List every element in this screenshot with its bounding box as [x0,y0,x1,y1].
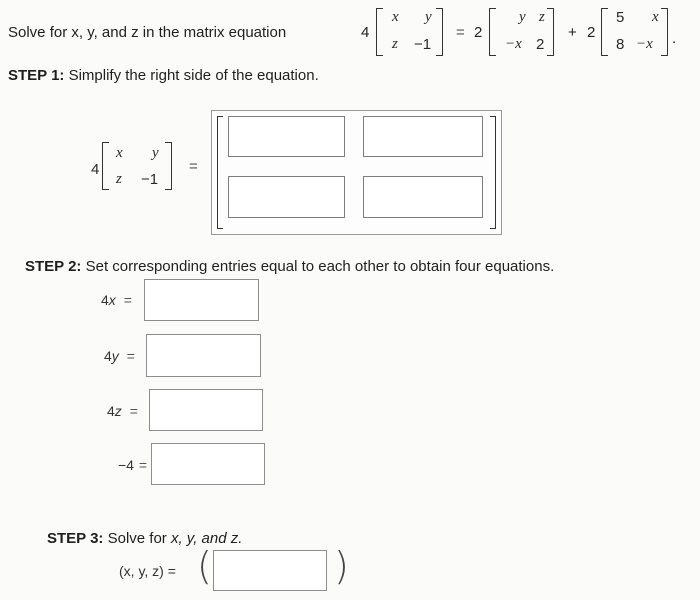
step3-label: STEP 3: [47,530,104,547]
mid-matrix-b: z [539,9,545,25]
step1-label: STEP 1: [8,67,65,84]
tuple-close-paren: ) [334,544,349,588]
step1-answer-cell-r1c2[interactable] [363,116,483,157]
right-matrix-bracket-open [601,8,608,56]
mid-matrix-d: 2 [536,36,545,53]
step1-matrix-bracket-open [102,142,109,190]
answer-matrix-bracket-open [217,116,223,229]
equation-4-label: −4 = [118,457,148,473]
equation-3-label: 4z = [107,403,138,419]
step1-scalar: 4 [91,161,100,178]
problem-scalar-mid: 2 [474,24,483,41]
right-matrix-bracket-close [661,8,668,56]
step3-vars: x, y, and z. [170,530,243,547]
step1-matrix-bracket-close [165,142,172,190]
mid-matrix-bracket-close [547,8,554,56]
right-matrix-a: 5 [616,9,625,26]
step3-heading [47,530,242,547]
step1-matrix-b: y [152,145,159,161]
step1-matrix-a: x [116,145,123,161]
left-matrix-bracket-open [376,8,383,56]
step1-equals: = [189,158,198,175]
equation-1-label: 4x = [101,292,132,308]
left-matrix-d: −1 [414,36,432,53]
left-matrix-b: y [425,9,432,25]
left-matrix-a: x [392,9,399,25]
step3-answer-input[interactable] [213,550,327,591]
left-matrix-c: z [392,36,398,52]
equation-2-answer-input[interactable] [146,334,261,377]
mid-matrix-a: y [519,9,526,25]
step1-heading [8,67,319,84]
right-matrix-d: −x [636,36,653,52]
equation-3-answer-input[interactable] [149,389,263,431]
step2-text: Set corresponding entries equal to each other to obtain four equations. [85,258,555,275]
step3-text: Solve for [107,530,171,547]
equation-1-answer-input[interactable] [144,279,259,321]
equation-4-answer-input[interactable] [151,443,265,485]
problem-plus: + [568,24,577,41]
step2-heading [25,258,554,275]
answer-matrix-bracket-close [490,116,496,229]
step1-answer-cell-r2c2[interactable] [363,176,483,218]
problem-equals: = [456,24,465,41]
tuple-open-paren: ( [197,544,212,588]
right-matrix-c: 8 [616,36,625,53]
mid-matrix-c: −x [505,36,522,52]
problem-prompt: Solve for x, y, and z in the matrix equation [8,24,287,41]
problem-scalar-right: 2 [587,24,596,41]
step1-answer-cell-r2c1[interactable] [228,176,345,218]
problem-period: . [672,30,677,47]
mid-matrix-bracket-open [489,8,496,56]
right-matrix-b: x [652,9,659,25]
step1-text: Simplify the right side of the equation. [68,67,319,84]
step1-matrix-c: z [116,171,122,187]
left-matrix-bracket-close [436,8,443,56]
equation-2-label: 4y = [104,348,135,364]
step2-label: STEP 2: [25,258,82,275]
step1-answer-cell-r1c1[interactable] [228,116,345,157]
step1-matrix-d: −1 [141,171,159,188]
problem-scalar-left: 4 [361,24,370,41]
step3-tuple-label: (x, y, z) = [119,563,176,579]
